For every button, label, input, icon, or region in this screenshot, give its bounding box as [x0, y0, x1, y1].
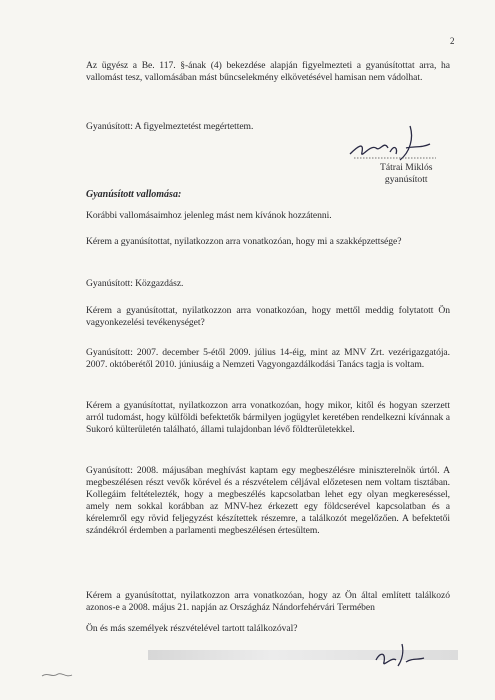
- handwritten-initials-bottom: [370, 640, 430, 670]
- paragraph-question-meeting: Kérem a gyanúsítottat, nyilatkozzon arra vonatkozóan, hogy az Ön által említett találkozó azonos-e a 2008. május 21. napján az Országház Nándorfehérvári Termében: [86, 590, 450, 613]
- paragraph-question-meeting-end: Ön és más személyek részvételével tartott találkozóval?: [86, 623, 298, 634]
- signatory-name: Tátrai Miklós: [380, 162, 433, 173]
- paragraph-answer-period: Gyanúsított: 2007. december 5-étől 2009. július 14-éig, mint az MNV Zrt. vezérigazgatója. 2007. októberétől 2010. júniusáig a Nemzeti Vagyongazdálkodási Tanács tagja is voltam.: [86, 347, 450, 370]
- page-number: 2: [450, 36, 455, 46]
- paragraph-statement: Korábbi vallomásaimhoz jelenleg mást nem kívánok hozzátenni.: [86, 210, 332, 221]
- signatory-role: gyanúsított: [384, 174, 428, 185]
- paragraph-question-period: Kérem a gyanúsítottat, nyilatkozzon arra vonatkozóan, hogy mettől meddig folytatott Ön vagyonkezelési tevékenységet?: [86, 305, 450, 328]
- signatory-block: [380, 162, 433, 186]
- paragraph-answer-knowledge: Gyanúsított: 2008. májusában meghívást kaptam egy megbeszélésre miniszterelnök úrtól. A megbeszélésen részt vevők körével és a részvételem céljával előzetesen nem voltam tisztában. Kollegáim feltételezték, hogy a megbeszélés kapcsolatban lehet egy olyan megkereséssel, amely nem sokkal korábban az MNV-hez érkezett egy földcserével kapcsolatban és a kérelemről egy rövid feljegyzést készítettek részemre, a találkozót megelőzően. A befektetői szándékról érdemben a parlamenti megbeszélésen értesültem.: [86, 465, 450, 536]
- paragraph-question-qualification: Kérem a gyanúsítottat, nyilatkozzon arra vonatkozóan, hogy mi a szakképzettsége?: [86, 236, 402, 247]
- section-heading: Gyanúsított vallomása:: [86, 189, 182, 200]
- paragraph-acknowledgement: Gyanúsított: A figyelmeztetést megértettem.: [86, 121, 254, 132]
- paragraph-question-knowledge: Kérem a gyanúsítottat, nyilatkozzon arra vonatkozóan, hogy mikor, kitől és hogyan szerzett arról tudomást, hogy külföldi befektetők bármilyen jogügylet keretében rendelkezni kívánnak a Sukoró külterületén található, állami tulajdonban lévő földterületekkel.: [86, 400, 450, 435]
- bottom-margin-scribble: [40, 668, 100, 682]
- paragraph-warning: Az ügyész a Be. 117. §-ának (4) bekezdése alapján figyelmezteti a gyanúsítottat arra, ha vallomást tesz, vallomásában mást bűncselekmény elkövetésével hamisan nem vádolhat.: [86, 60, 450, 83]
- paragraph-answer-qualification: Gyanúsított: Közgazdász.: [86, 278, 184, 289]
- handwritten-signature-top: [340, 118, 450, 166]
